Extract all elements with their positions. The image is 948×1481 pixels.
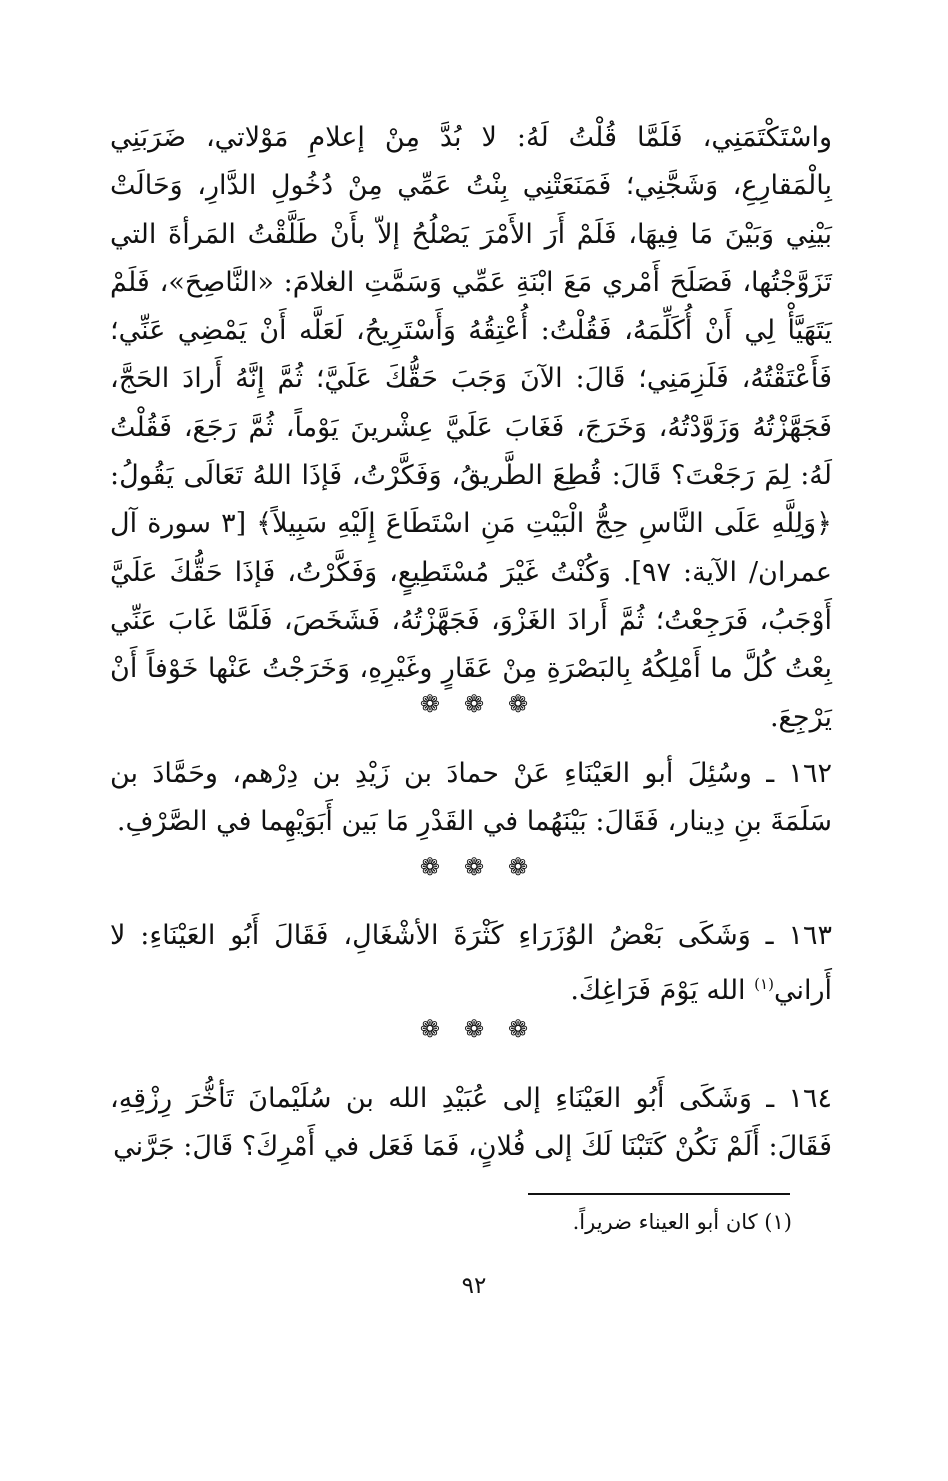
paragraph-text: الله يَوْمَ فَرَاغِكَ. — [570, 975, 746, 1007]
flower-ornament-icon: ❁ — [508, 690, 529, 718]
flower-ornament-icon: ❁ — [463, 1015, 485, 1043]
footnote: (١) كان أبو العيناء ضريراً. — [572, 1210, 792, 1234]
page-number: ٩٢ — [461, 1273, 487, 1299]
paragraph-text: ١٦٢ ـ وسُئِلَ أبو العَيْنَاءِ عَنْ حمادَ بن زَيْدِ بن دِرْهم، وحَمَّادَ بن سَلَمَةَ بنِ دِينار، فَقَالَ: بَيْنَهُما في القَدْرِ مَا بَين أَبَوَيْهِما في الصَّرْفِ. — [110, 758, 832, 838]
flower-ornament-icon: ❁ — [508, 1015, 529, 1043]
footnote-marker[interactable]: (١) — [754, 975, 774, 994]
flower-ornament-icon: ❁ — [508, 853, 529, 881]
section-separator — [0, 1015, 948, 1043]
paragraph-text: واسْتَكْتَمَنِي، فَلَمَّا قُلْتُ لَهُ: لا بُدَّ مِنْ إعلامِ مَوْلاتي، ضَرَبَنِي بِالْمَقارِعِ، وَشَجَّنِي؛ فَمَنَعَتْنِي بِنْتُ عَمِّي مِنْ دُخُولِ الدَّارِ، وَحَالَتْ بَيْنِي وَبَيْنَ مَا فِيهَا، فَلَمْ أَرَ الأَمْرَ يَصْلُحُ إلاّ بأَنْ طَلَّقْتُ المَرأةَ التي تَزَوَّجْتُها، فَصَلَحَ أَمْري مَعَ ابْنَةِ عَمِّي وَسَمَّتِ الغلامَ: «النَّاصِحَ»، فَلَمْ يَتَهَيَّأْ لِي أَنْ أُكَلِّمَهُ، فَقُلْتُ: أُعْتِقُهُ وَأَسْتَرِيحُ، لَعَلَّه أَنْ يَمْضِي عَنِّي؛ فَأَعْتَقْتُهُ، فَلَزِمَنِي؛ قَالَ: الآنَ وَجَبَ حَقُّكَ عَلَيَّ؛ ثُمَّ إِنَّهُ أَرادَ الحَجَّ، فَجَهَّزْتُهُ وَزَوَّدْتُهُ، وَخَرَجَ، فَغَابَ عَلَيَّ عِشْرينَ يَوْماً، ثُمَّ رَجَعَ، فَقُلْتُ لَهُ: لِمَ رَجَعْتَ؟ قَالَ: قُطِعَ الطَّريقُ، وَفَكَّرْتُ، فَإذَا اللهُ تَعَالَى يَقُولُ: ﴿وَلِلَّهِ عَلَى النَّاسِ حِجُّ الْبَيْتِ مَنِ اسْتَطَاعَ إِلَيْهِ سَبِيلاً﴾ [٣ سورة آل عمران/ الآية: ٩٧]. وَكُنْتُ غَيْرَ مُسْتَطِيعٍ، وَفَكَّرْتُ، فَإذَا حَقُّكَ عَلَيَّ أَوْجَبُ، فَرَجِعْتُ؛ ثُمَّ أَرادَ الغَزْوَ، فَجَهَّزْتُهُ، فَشَخَصَ، فَلَمَّا غَابَ عَنِّي بِعْتُ كُلَّ ما أَمْلِكُهُ بِالبَصْرَةِ مِنْ عَقَارٍ وغَيْرِهِ، وَخَرَجْتُ عَنْها خَوْفاً أَنْ يَرْجِعَ. — [110, 122, 832, 733]
flower-ornament-icon: ❁ — [419, 853, 440, 881]
flower-ornament-icon: ❁ — [419, 1015, 440, 1043]
section-separator — [0, 853, 948, 881]
paragraph-text: ١٦٤ ـ وَشَكَى أَبُو العَيْنَاءِ إلى عُبَيْدِ الله بن سُلَيْمانَ تَأخُّرَ رِزْقِهِ، فَقَالَ: أَلَمْ نَكُنْ كَتَبْنَا لَكَ إلى فُلانٍ، فَمَا فَعَل في أَمْرِكَ؟ قَالَ: جَرَّني — [110, 1083, 832, 1163]
flower-ornament-icon: ❁ — [419, 690, 440, 718]
paragraph-narrative — [110, 114, 832, 742]
paragraph-text: ١٦٣ ـ وَشَكَى بَعْضُ الوُزَرَاءِ كَثْرَةَ الأشْغَالِ، فَقَالَ أَبُو العَيْنَاءِ: لا أَراني — [110, 920, 832, 1007]
footnote-divider — [528, 1193, 790, 1195]
section-separator — [0, 690, 948, 718]
paragraph-164 — [110, 1075, 832, 1172]
paragraph-163 — [110, 912, 832, 1016]
flower-ornament-icon: ❁ — [463, 853, 485, 881]
paragraph-162 — [110, 750, 832, 847]
flower-ornament-icon: ❁ — [463, 690, 485, 718]
